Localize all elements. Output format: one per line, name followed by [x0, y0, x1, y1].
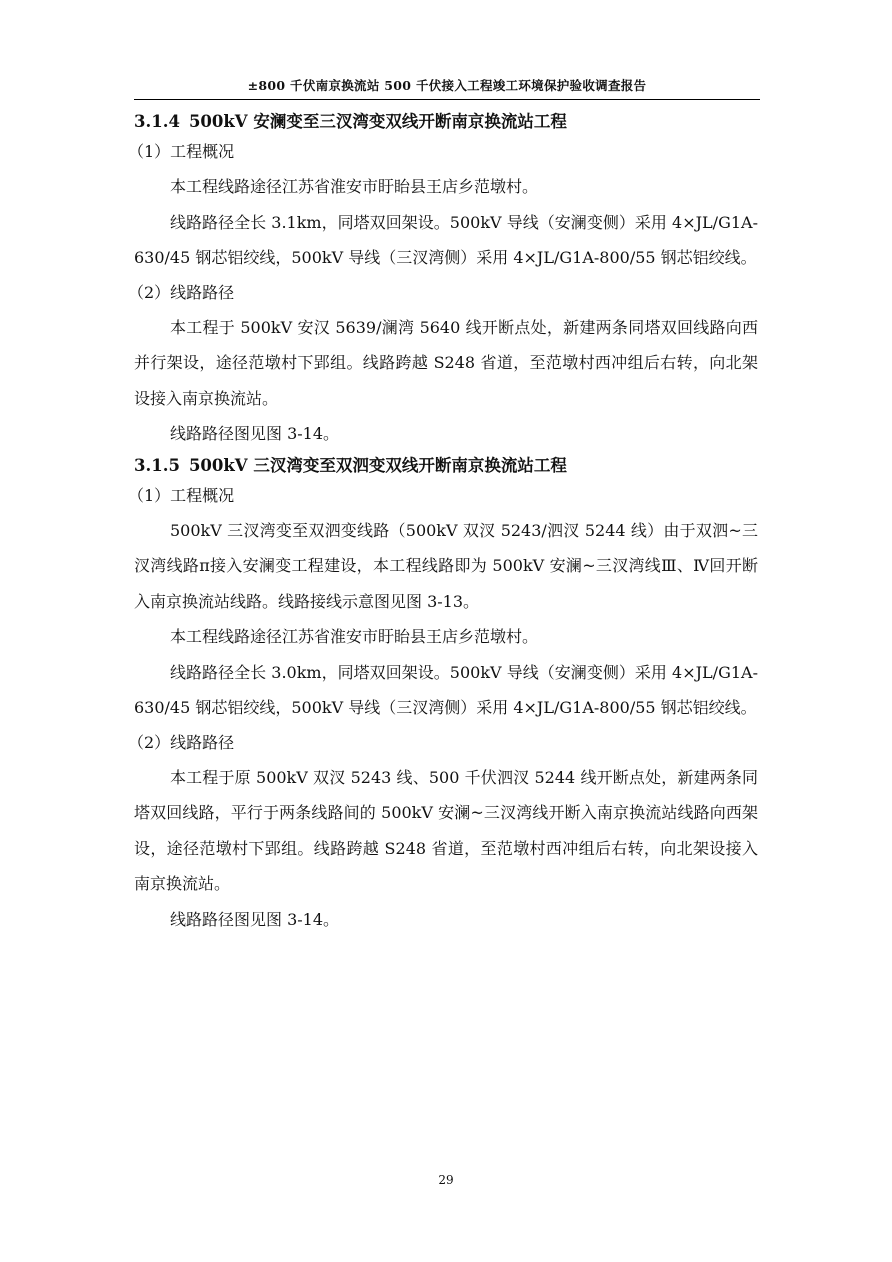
section-title: 500kV 三汊湾变至双泗变双线开断南京换流站工程	[188, 455, 567, 475]
subheading: （2）线路路径	[128, 732, 235, 752]
paragraph: 线路路径图见图 3-14。	[170, 909, 340, 929]
section-number: 3.1.5	[134, 455, 180, 475]
section-title: 500kV 安澜变至三汊湾变双线开断南京换流站工程	[188, 112, 567, 131]
paragraph: 本工程于 500kV 安汉 5639/澜湾 5640 线开断点处，新建两条同塔双回线路向西并行架设，途径范墩村下郢组。线路跨越 S248 省道，至范墩村西冲组后右转，向北架设接入南京换流站。	[134, 317, 758, 408]
paragraph: 线路路径全长 3.1km，同塔双回架设。500kV 导线（安澜变侧）采用 4×JL/G1A-630/45 钢芯铝绞线，500kV 导线（三汊湾侧）采用 4×JL/G1A-800/55 钢芯铝绞线。	[134, 212, 758, 267]
paragraph: 线路路径图见图 3-14。	[170, 424, 340, 443]
page-body	[128, 108, 758, 937]
paragraph: 本工程于原 500kV 双汊 5243 线、500 千伏泗汊 5244 线开断点处，新建两条同塔双回线路，平行于两条线路间的 500kV 安澜~三汊湾线开断入南京换流站线路向西架设，途径范墩村下郢组。线路跨越 S248 省道，至范墩村西冲组后右转，向北架设接入南京换流站。	[134, 767, 758, 893]
section-heading-3-1-4	[134, 108, 758, 135]
paragraph: 线路路径全长 3.0km，同塔双回架设。500kV 导线（安澜变侧）采用 4×JL/G1A-630/45 钢芯铝绞线，500kV 导线（三汊湾侧）采用 4×JL/G1A-800/55 钢芯铝绞线。	[134, 662, 758, 717]
subheading: （1）工程概况	[128, 142, 235, 161]
header-rule	[134, 99, 760, 100]
subheading: （2）线路路径	[128, 282, 235, 302]
paragraph: 本工程线路途径江苏省淮安市盱眙县王店乡范墩村。	[170, 627, 539, 646]
section-number: 3.1.4	[134, 112, 180, 131]
paragraph: 500kV 三汊湾变至双泗变线路（500kV 双汊 5243/泗汊 5244 线）由于双泗~三汊湾线路π接入安澜变工程建设，本工程线路即为 500kV 安澜~三汊湾线Ⅲ、Ⅳ回开断入南京换流站线路。线路接线示意图见图 3-13。	[134, 520, 758, 611]
section-heading-3-1-5	[134, 452, 758, 479]
paragraph: 本工程线路途径江苏省淮安市盱眙县王店乡范墩村。	[170, 177, 539, 196]
page-number: 29	[438, 1173, 454, 1187]
running-header: ±800 千伏南京换流站 500 千伏接入工程竣工环境保护验收调查报告	[247, 78, 647, 93]
subheading: （1）工程概况	[128, 485, 235, 505]
